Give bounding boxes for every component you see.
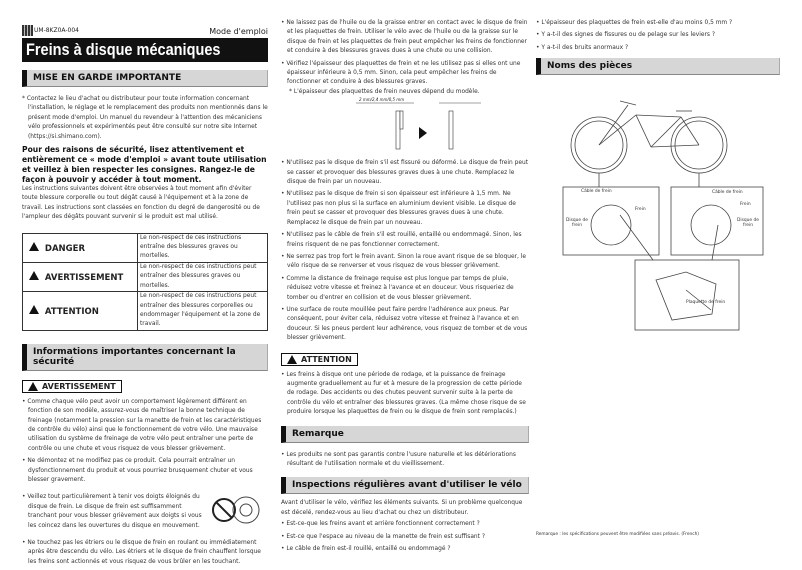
list-item: • Les produits ne sont pas garantis contre l'usure naturelle et les détériorations résultant de l'utilisation normale et du vieillissement. xyxy=(281,451,529,470)
list-item: • Ne serrez pas trop fort le frein avant. Sinon la roue avant risque de se bloquer, le vélo risque de se renverser et vous risquez de vous blesser grièvement. xyxy=(281,253,529,272)
label-brake-pad: Plaquette de frein xyxy=(686,300,726,306)
list-item: • Veillez tout particulièrement à tenir vos doigts éloignés du disque de frein. Le disque de frein est suffisamment tranchant pour vous blesser grièvement aux doigts si vous les coincez dans les ouvertures du disque en mouvement. xyxy=(22,493,204,531)
list-item: • Comme chaque vélo peut avoir un comportement légèrement différent en fonction de son modèle, assurez-vous de maîtriser la bonne technique de freinage (notamment la pression sur la manette de frein et les caractéristiques de contrôle du vélo) ainsi que le fonctionnement de votre vélo. Une mauvaise utilisation du système de freinage de votre vélo peut entraîner une perte de contrôle ou une chute et vous risquez de vous blesser grièvement. xyxy=(22,398,268,454)
section-noms-des-pieces: Noms des pièces xyxy=(536,58,780,75)
label-disc-rear: Disque de frein xyxy=(736,218,760,229)
check-item: • Y a-t-il des signes de fissures ou de pelage sur les leviers ? xyxy=(536,31,780,40)
label-brake-rear: Frein xyxy=(740,202,751,208)
warning-icon xyxy=(287,355,297,364)
parts-illustration xyxy=(536,75,780,335)
safety-bold-notice: Pour des raisons de sécurité, lisez attentivement et entièrement ce « mode d'emploi » avant toute utilisation et veillez à bien respecter les consignes. Rangez-le de façon à pouvoir y accéder à tout moment. xyxy=(22,145,267,185)
table-row: AVERTISSEMENT Le non-respect de ces instructions peut entraîner des blessures graves ou mortelles. xyxy=(23,262,268,291)
instructions-paragraph: Les instructions suivantes doivent être observées à tout moment afin d'éviter toute blessure corporelle ou tout dégât causé à l'équipement et à la zone de travail. Les instructions sont classées en fonction du degré de dangerosité ou de l'ampleur des dégâts pouvant survenir si le produit est mal utilisé. xyxy=(22,186,260,221)
check-item: • Est-ce-que les freins avant et arrière fonctionnent correctement ? xyxy=(281,520,529,529)
warning-icon xyxy=(29,271,39,280)
label-cable-front: Câble de frein xyxy=(581,189,612,195)
inspections-intro: Avant d'utiliser le vélo, vérifiez les éléments suivants. Si un problème quelconque est décelé, rendez-vous au lieu d'achat ou chez un distributeur. xyxy=(281,500,523,516)
qr-code xyxy=(22,25,33,36)
check-item: • Est-ce que l'espace au niveau de la manette de frein est suffisant ? xyxy=(281,533,529,542)
table-row: DANGER Le non-respect de ces instructions entraîne des blessures graves ou mortelles. xyxy=(23,233,268,262)
check-item: • L'épaisseur des plaquettes de frein est-elle d'au moins 0,5 mm ? xyxy=(536,19,780,28)
check-item: • Y a-t-il des bruits anormaux ? xyxy=(536,44,780,53)
label-brake-front: Frein xyxy=(635,207,646,213)
intro-note: * Contactez le lieu d'achat ou distributeur pour toute information concernant l'installation, le réglage et le remplacement des produits non mentionnés dans le présent mode d'emploi. Un manuel du revendeur à l'attention des mécaniciens vélo professionnels et expérimentés peut être consulté sur notre site Internet (https://si.shimano.com). xyxy=(22,95,268,142)
warning-icon xyxy=(29,305,39,314)
brake-pad-thickness-diagram xyxy=(281,97,529,155)
list-item: • Ne laissez pas de l'huile ou de la graisse entrer en contact avec le disque de frein et les plaquettes de frein. Utiliser le vélo avec de l'huile ou de la graisse sur le disque de frein et les plaquettes de frein peut empêcher les freins de fonctionner et conduire à des blessures graves dues à une chute ou une collision. xyxy=(281,19,529,57)
hazard-table xyxy=(22,233,268,331)
title-bar xyxy=(22,38,268,62)
pad-thickness-note: * L'épaisseur des plaquettes de frein neuves dépend du modèle. xyxy=(281,88,529,97)
list-item: • Les freins à disque ont une période de rodage, et la puissance de freinage augmente graduellement au fur et à mesure de la progression de cette période de rodage. Des accidents ou des chutes peuvent survenir suite à la perte de contrôle du vélo et entraîner des blessures graves. (La même chose risque de se produire lorsque les plaquettes de frein ou le disque de frein sont remplacés.) xyxy=(281,371,529,418)
list-item: • Ne touchez pas les étriers ou le disque de frein en roulant ou immédiatement après être descendu du vélo. Les étriers et le disque de frein chauffent lorsque les freins sont actionnés et vous risquez de vous brûler en les touchant. xyxy=(22,539,268,567)
list-item: • N'utilisez pas le câble de frein s'il est rouillé, entaillé ou endommagé. Sinon, les freins risquent de ne pas fonctionner correctement. xyxy=(281,231,529,250)
footer-note: Remarque : les spécifications peuvent être modifiées sans préavis. (French) xyxy=(536,532,699,537)
table-row: ATTENTION Le non-respect de ces instructions peut entraîner des blessures corporelles ou endommager l'équipement et la zone de travail. xyxy=(23,292,268,331)
list-item: • Une surface de route mouillée peut faire perdre l'adhérence aux pneus. Par conséquent, pour éviter cela, réduisez votre vitesse et freinez à l'avance et en douceur. Si les pneus perdent leur adhérence, vous risquez de tomber et de vous blesser grièvement. xyxy=(281,306,529,344)
avertissement-label: AVERTISSEMENT xyxy=(22,380,122,393)
warning-icon xyxy=(28,382,38,391)
section-securite: Informations importantes concernant la sécurité xyxy=(22,344,268,371)
doc-type: Mode d'emploi xyxy=(209,27,268,36)
list-item: • Vérifiez l'épaisseur des plaquettes de frein et ne les utilisez pas si elles ont une épaisseur inférieure à 0,5 mm. Sinon, cela peut empêcher les freins de fonctionner et conduire à des blessures graves. xyxy=(281,60,529,88)
doc-code: UM-8KZ0A-004 xyxy=(34,27,80,34)
section-inspections: Inspections régulières avant d'utiliser le vélo xyxy=(281,477,529,494)
page-title: Freins à disque mécaniques xyxy=(26,41,221,59)
attention-label: ATTENTION xyxy=(281,353,358,366)
list-item: • Comme la distance de freinage requise est plus longue par temps de pluie, réduisez votre vitesse et freinez à l'avance et en douceur. Vous risqueriez de tomber ou d'entrer en collision et de vous blesser grièvement. xyxy=(281,275,529,303)
no-fingers-in-disc-icon xyxy=(210,493,262,527)
list-item: • N'utilisez pas le disque de frein s'il est fissuré ou déformé. Le disque de frein peut se casser et provoquer des blessures graves dues à une chute. Remplacez le disque de frein par un nouveau. xyxy=(281,159,529,187)
section-remarque: Remarque xyxy=(281,426,529,443)
label-disc-front: Disque de frein xyxy=(565,218,589,229)
pad-dimensions: 2 mm/2,4 mm/0,5 mm xyxy=(359,97,405,103)
section-mise-en-garde: MISE EN GARDE IMPORTANTE xyxy=(22,70,268,87)
list-item: • Ne démontez et ne modifiez pas ce produit. Cela pourrait entraîner un dysfonctionnement du produit et vous pourriez brusquement chuter et vous blesser gravement. xyxy=(22,457,268,485)
list-item: • N'utilisez pas le disque de frein si son épaisseur est inférieure à 1,5 mm. Ne l'utilisez pas non plus si la surface en aluminium devient visible. Le disque de frein peut se casser et provoquer des blessures graves dues à une chute. Remplacez le disque de frein par un nouveau. xyxy=(281,190,529,228)
label-cable-rear: Câble de frein xyxy=(712,190,743,196)
check-item: • Le câble de frein est-il rouillé, entaillé ou endommagé ? xyxy=(281,545,529,554)
warning-icon xyxy=(29,242,39,251)
